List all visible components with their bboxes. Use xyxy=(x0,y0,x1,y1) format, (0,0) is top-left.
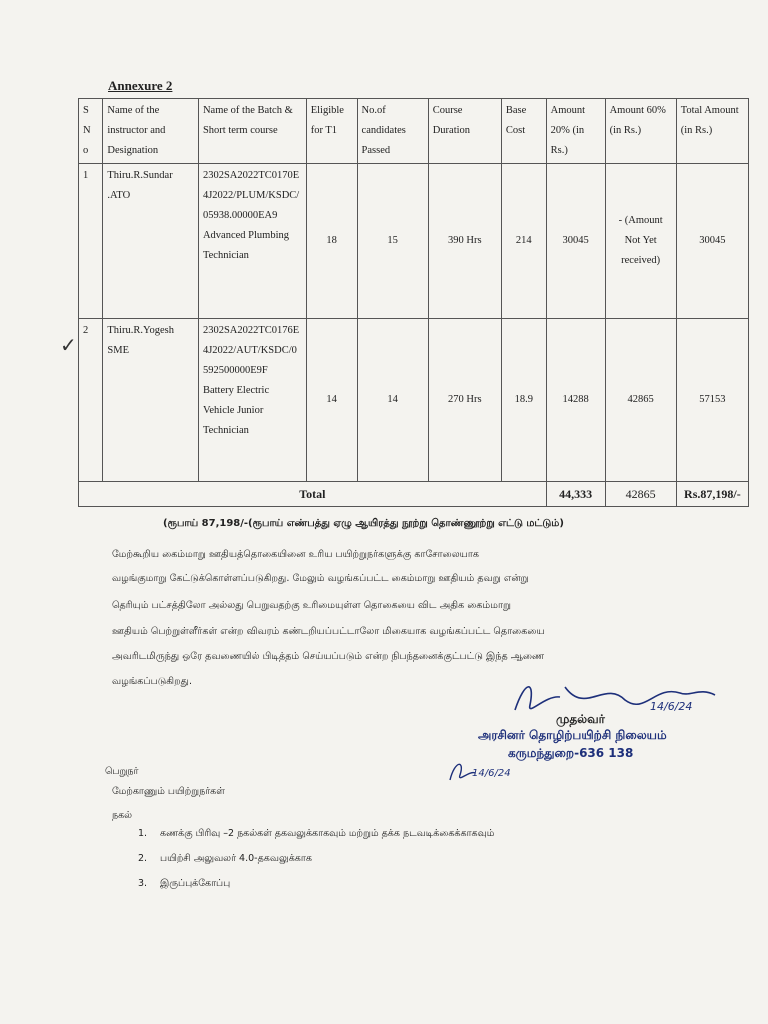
cell-sno: 1 xyxy=(79,164,103,319)
paragraph-line: தெரியும் பட்சத்திலோ அல்லது பெறுவதற்கு உரிமையுள்ள தொகையை விட அதிக கைம்மாறு xyxy=(112,600,512,611)
place-stamp: கருமந்துறை-636 138 xyxy=(508,746,634,760)
total-label: Total xyxy=(79,482,547,507)
course-name: Advanced Plumbing Technician xyxy=(202,230,289,261)
copy-number: 3. xyxy=(138,878,148,889)
total-sum: Rs.87,198/- xyxy=(676,482,748,507)
header-sno: S N o xyxy=(79,99,103,164)
paragraph-line: மேற்கூறிய கைம்மாறு ஊதியத்தொகையினை உரிய பயிற்றுநர்களுக்கு காசோலையாக xyxy=(112,549,480,560)
paragraph-line: ஊதியம் பெற்றுள்ளீர்கள் என்ற விவரம் கண்டறியப்பட்டாலோ மிகையாக வழங்கப்பட்ட தொகையை xyxy=(112,626,545,637)
cell-eligible: 18 xyxy=(306,164,357,319)
cell-total: 57153 xyxy=(676,319,748,482)
copy-text: பயிற்சி அலுவலர் 4.0-தகவலுக்காக xyxy=(160,853,312,864)
copy-label: நகல் xyxy=(112,810,133,821)
header-instructor: Name of the instructor and Designation xyxy=(103,99,199,164)
office-stamp: அரசினர் தொழிற்பயிற்சி நிலையம் xyxy=(478,728,667,742)
signature-date: 14/6/24 xyxy=(650,700,693,713)
cell-instructor: Thiru.R.Sundar .ATO xyxy=(103,164,199,319)
cell-batch xyxy=(198,319,306,482)
to-label: பெறுநர் xyxy=(105,766,139,777)
to-value: மேற்காணும் பயிற்றுநர்கள் xyxy=(112,786,225,797)
header-base-cost: Base Cost xyxy=(501,99,546,164)
signature-title: முதல்வர் xyxy=(556,712,605,726)
header-amount-20: Amount 20% (in Rs.) xyxy=(546,99,605,164)
table-row xyxy=(79,319,749,482)
header-duration: Course Duration xyxy=(428,99,501,164)
checkmark-icon: ✓ xyxy=(60,335,77,357)
total-amount-20: 44,333 xyxy=(546,482,605,507)
table-total-row xyxy=(79,482,749,507)
cell-base-cost: 18.9 xyxy=(501,319,546,482)
batch-code: 2302SA2022TC0170E4J2022/PLUM/KSDC/05938.00000EA9 xyxy=(202,170,300,221)
paragraph-line: வழங்கப்படுகிறது. xyxy=(112,676,193,687)
cell-duration: 270 Hrs xyxy=(428,319,501,482)
header-eligible: Eligible for T1 xyxy=(306,99,357,164)
table-header-row xyxy=(79,99,749,164)
cell-base-cost: 214 xyxy=(501,164,546,319)
copy-number: 1. xyxy=(138,828,148,839)
total-amount-60: 42865 xyxy=(605,482,676,507)
cell-passed: 14 xyxy=(357,319,428,482)
annexure-title: Annexure 2 xyxy=(108,78,173,93)
cell-sno: 2 xyxy=(79,319,103,482)
cell-passed: 15 xyxy=(357,164,428,319)
table-row xyxy=(79,164,749,319)
cell-eligible: 14 xyxy=(306,319,357,482)
header-passed: No.of candidates Passed xyxy=(357,99,428,164)
cell-duration: 390 Hrs xyxy=(428,164,501,319)
cell-instructor: Thiru.R.Yogesh SME xyxy=(103,319,199,482)
batch-code: 2302SA2022TC0176E4J2022/AUT/KSDC/0592500000E9F xyxy=(202,325,300,376)
copy-text: கணக்கு பிரிவு –2 நகல்கள் தகவலுக்காகவும் மற்றும் தக்க நடவடிக்கைக்காகவும் xyxy=(160,828,495,839)
header-batch: Name of the Batch & Short term course xyxy=(198,99,306,164)
paragraph-line: வழங்குமாறு கேட்டுக்கொள்ளப்படுகிறது. மேலும் வழங்கப்பட்ட கைம்மாறு ஊதியம் தவறு என்று xyxy=(112,573,529,584)
cell-batch xyxy=(198,164,306,319)
cell-amount-20: 30045 xyxy=(546,164,605,319)
copy-number: 2. xyxy=(138,853,148,864)
course-name: Battery Electric Vehicle Junior Technician xyxy=(202,385,270,436)
copy-text: இருப்புக்கோப்பு xyxy=(160,878,231,889)
header-amount-60: Amount 60% (in Rs.) xyxy=(605,99,676,164)
cell-amount-20: 14288 xyxy=(546,319,605,482)
cell-amount-60: - (Amount Not Yet received) xyxy=(605,164,676,319)
initials-date: 14/6/24 xyxy=(472,768,511,779)
paragraph-line: அவரிடமிருந்து ஒரே தவணையில் பிடித்தம் செய்யப்படும் என்ற நிபந்தனைக்குட்பட்டு இந்த ஆணை xyxy=(112,651,545,662)
header-total: Total Amount (in Rs.) xyxy=(676,99,748,164)
cell-amount-60: 42865 xyxy=(605,319,676,482)
amount-in-words: (ரூபாய் 87,198/-(ரூபாய் எண்பத்து ஏழு ஆயிரத்து நூற்று தொண்ணூற்று எட்டு மட்டும்) xyxy=(163,518,564,529)
reimbursement-table xyxy=(78,98,749,507)
cell-total: 30045 xyxy=(676,164,748,319)
